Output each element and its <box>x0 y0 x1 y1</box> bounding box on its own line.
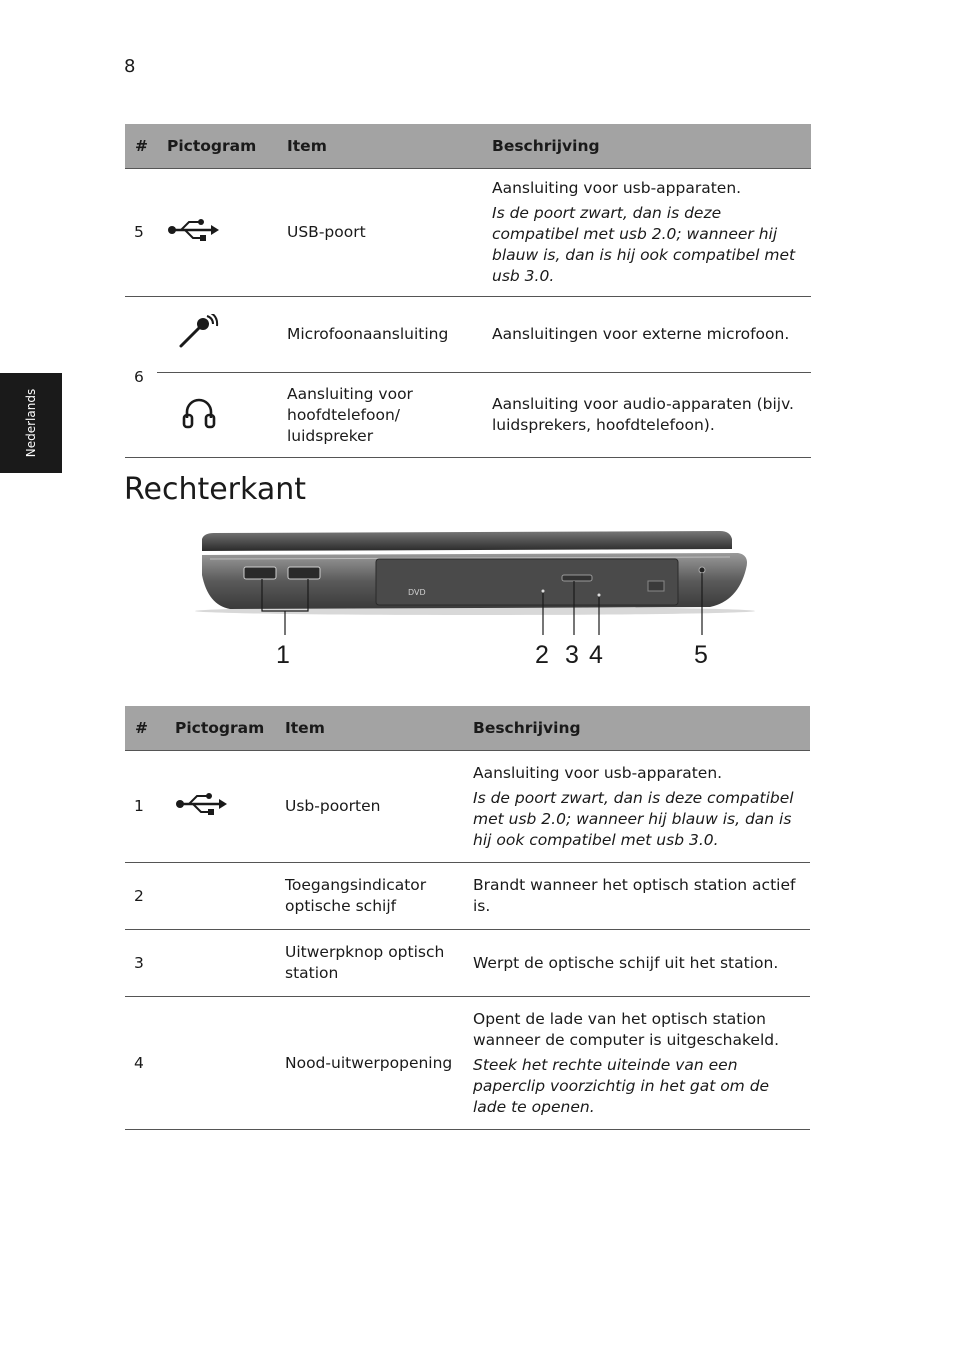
row-description: Aansluiting voor audio-apparaten (bijv. luidsprekers, hoofdtelefoon). <box>482 373 811 458</box>
usb-icon <box>167 218 219 242</box>
microphone-icon <box>177 314 221 350</box>
side-tab-label: Nederlands <box>24 388 38 458</box>
usb-port-left <box>244 567 276 579</box>
lock-slot <box>699 567 705 573</box>
table-row <box>125 373 811 458</box>
row-number: 4 <box>125 997 165 1130</box>
header-number: # <box>125 706 165 751</box>
row-note: Is de poort zwart, dan is deze compatibel met usb 2.0; wanneer hij blauw is, dan is hij ook compatibel met usb 3.0. <box>473 788 794 849</box>
row-description: Aansluitingen voor externe microfoon. <box>482 297 811 373</box>
table-row <box>125 997 810 1130</box>
page-number: 8 <box>124 56 136 77</box>
callout-5: 5 <box>694 641 708 669</box>
right-side-ports-table <box>125 706 810 1130</box>
row-note: Steek het rechte uiteinde van een paperclip voorzichtig in het gat om de lade te openen. <box>473 1055 770 1116</box>
language-side-tab <box>0 373 62 473</box>
optical-drive <box>376 559 678 605</box>
row-number: 2 <box>125 863 165 930</box>
callout-2: 2 <box>535 641 549 669</box>
table-header-row <box>125 124 811 169</box>
header-description: Beschrijving <box>482 124 811 169</box>
table-header-row <box>125 706 810 751</box>
row-item: Nood-uitwerpopening <box>275 997 463 1130</box>
access-indicator <box>542 590 545 593</box>
header-item: Item <box>277 124 482 169</box>
headphones-icon <box>181 394 217 430</box>
laptop-lid <box>202 531 732 551</box>
table-row <box>125 297 811 373</box>
emergency-eject-hole <box>598 594 601 597</box>
row-number: 6 <box>125 297 157 458</box>
top-ports-table <box>125 124 811 458</box>
section-title: Rechterkant <box>124 472 307 507</box>
usb-icon <box>175 792 227 816</box>
row-item: Microfoonaansluiting <box>277 297 482 373</box>
header-pictogram: Pictogram <box>165 706 275 751</box>
table-row <box>125 169 811 297</box>
row-item: Toegangsindicator optische schijf <box>275 863 463 930</box>
row-description: Aansluiting voor usb-apparaten. <box>492 179 742 197</box>
row-number: 3 <box>125 930 165 997</box>
table-row <box>125 751 810 863</box>
row-item: Aansluiting voor hoofdtelefoon/ luidspreker <box>277 373 482 458</box>
row-description: Werpt de optische schijf uit het station. <box>463 930 810 997</box>
row-item: Uitwerpknop optisch station <box>275 930 463 997</box>
row-description: Aansluiting voor usb-apparaten. <box>473 763 723 782</box>
header-item: Item <box>275 706 463 751</box>
row-item: USB-poort <box>277 169 482 297</box>
callout-3: 3 <box>565 641 579 669</box>
row-number: 1 <box>125 751 165 863</box>
callout-1: 1 <box>276 641 290 669</box>
row-note: Is de poort zwart, dan is deze compatibel met usb 2.0; wanneer hij blauw is, dan is hij ook compatibel met usb 3.0. <box>492 204 796 285</box>
eject-button <box>562 575 592 581</box>
header-pictogram: Pictogram <box>157 124 277 169</box>
header-number: # <box>125 124 157 169</box>
table-row <box>125 863 810 930</box>
usb-port-right <box>288 567 320 579</box>
row-item: Usb-poorten <box>275 751 463 863</box>
callout-4: 4 <box>589 641 603 669</box>
table-row <box>125 930 810 997</box>
dvd-logo: DVD <box>408 588 426 597</box>
row-description: Opent de lade van het optisch station wanneer de computer is uitgeschakeld. <box>473 1009 780 1049</box>
row-number: 5 <box>125 169 157 297</box>
row-description: Brandt wanneer het optisch station actief is. <box>463 863 810 930</box>
header-description: Beschrijving <box>463 706 810 751</box>
